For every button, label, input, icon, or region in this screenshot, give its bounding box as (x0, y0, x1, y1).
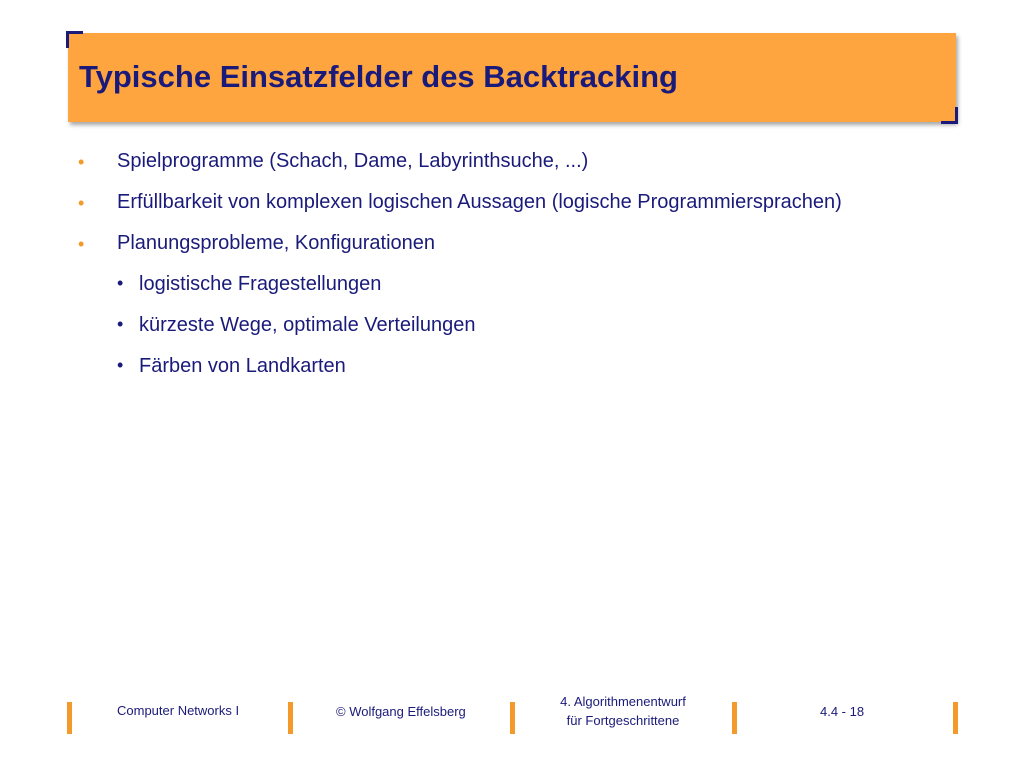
footer-divider (288, 702, 293, 734)
bullet-dot-icon: • (78, 152, 85, 172)
title-banner (68, 33, 956, 122)
footer-divider (510, 702, 515, 734)
slide-title: Typische Einsatzfelder des Backtracking (79, 59, 678, 94)
corner-bracket-bottom-right (941, 107, 958, 124)
bullet-dot-icon: • (78, 234, 85, 254)
sub-bullet-text: kürzeste Wege, optimale Verteilungen (139, 314, 476, 336)
footer-divider (67, 702, 72, 734)
bullet-text: Spielprogramme (Schach, Dame, Labyrinthsuche, ...) (117, 150, 589, 172)
sub-bullet-text: Färben von Landkarten (139, 355, 346, 377)
footer-author: © Wolfgang Effelsberg (336, 704, 466, 719)
sub-bullet-dot-icon: • (117, 273, 124, 293)
footer-course: Computer Networks I (117, 703, 240, 718)
footer-divider (953, 702, 958, 734)
bullet-text: Planungsprobleme, Konfigurationen (117, 232, 435, 254)
corner-bracket-top-left (66, 31, 83, 48)
bullet-dot-icon: • (78, 193, 85, 213)
sub-bullet-dot-icon: • (117, 355, 124, 375)
footer-page-number: 4.4 - 18 (820, 704, 865, 719)
footer-chapter (545, 694, 701, 728)
footer-chapter-line2: für Fortgeschrittene (566, 713, 680, 728)
footer-chapter-line1: 4. Algorithmenentwurf (560, 694, 686, 709)
sub-bullet-text: logistische Fragestellungen (139, 273, 382, 295)
sub-bullet-dot-icon: • (117, 314, 124, 334)
bullet-text: Erfüllbarkeit von komplexen logischen Aussagen (logische Programmiersprachen) (117, 191, 842, 213)
footer-divider (732, 702, 737, 734)
